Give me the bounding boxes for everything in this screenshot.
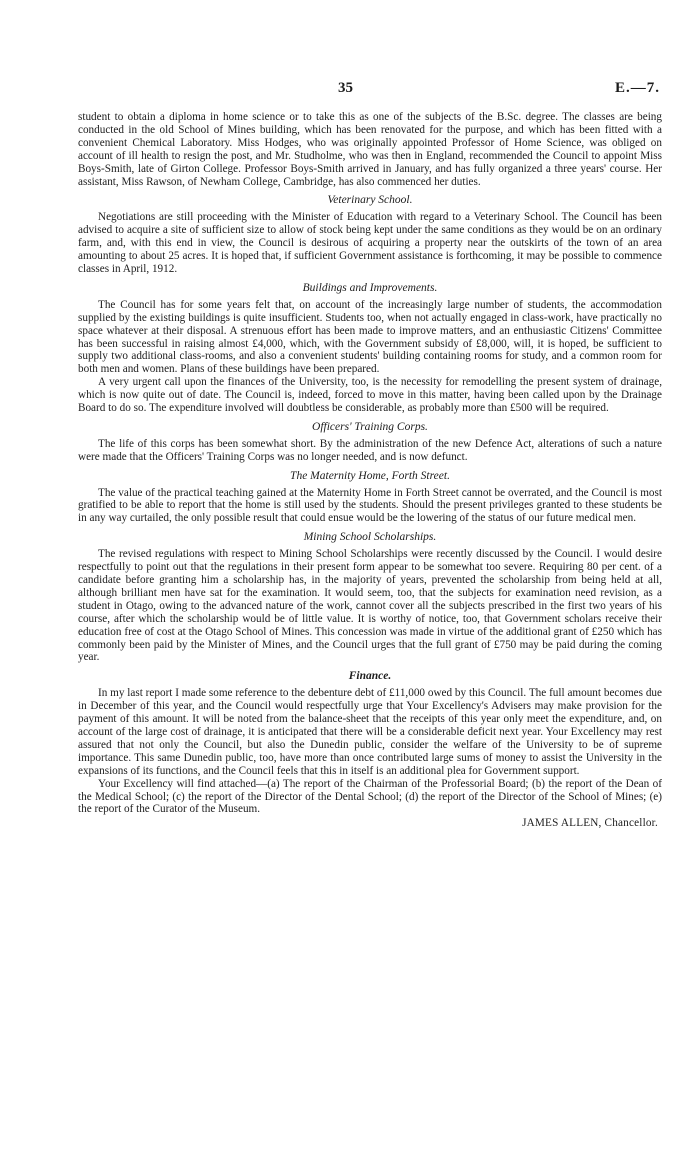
officers-paragraph: The life of this corps has been somewhat short. By the administration of the new Defence Act, alterations of such a nature were made that the Officers' Training Corps was no longer needed, and is now defunct. <box>78 437 662 463</box>
section-heading-officers: Officers' Training Corps. <box>312 420 428 433</box>
signature: JAMES ALLEN, Chancellor. <box>522 817 658 830</box>
section-heading-mining: Mining School Scholarships. <box>303 531 437 544</box>
section-heading-maternity: The Maternity Home, Forth Street. <box>290 469 450 482</box>
buildings-paragraph-1: The Council has for some years felt that, on account of the increasingly large number of students, the accommodation supplied by the existing buildings is quite insufficient. Students too, when not actually engaged in class-work, have practically no space whatever at their disposal. A strenuous effort has been made to improve matters, and an enthusiastic Citizens' Committee has been successful in raising almost £4,000, which, with the Government subsidy of £8,000, will, it is hoped, be sufficient to supply two additional class-rooms, and also a convenient students' building containing rooms for study, and a common room for both men and women. Plans of these buildings have been prepared. <box>78 298 662 376</box>
finance-paragraph-1: In my last report I made some reference to the debenture debt of £11,000 owed by this Council. The full amount becomes due in December of this year, and the Council would respectfully urge that Your Excellency's Advisers may make provision for the payment of this amount. It will be noted from the balance-sheet that the receipts of this year only meet the expenditure, and, on account of the large cost of drainage, it is anticipated that there will be a considerable deficit next year. Your Excellency may rest assured that not only the Council, but also the Dunedin public, consider the welfare of the University to be of supreme importance. This same Dunedin public, too, have more than once contributed large sums of money to assist the University in the expansions of its functions, and the Council feels that this in itself is an additional plea for Government support. <box>78 687 662 777</box>
document-body <box>78 111 662 830</box>
buildings-paragraph-2: A very urgent call upon the finances of the University, too, is the necessity for remodelling the present system of drainage, which is now quite out of date. The Council is, indeed, forced to move in this matter, having been called upon by the Drainage Board to do so. The expenditure involved will doubtless be considerable, as probably more than £500 will be required. <box>78 376 662 415</box>
section-heading-finance: Finance. <box>348 670 392 683</box>
intro-paragraph: student to obtain a diploma in home science or to take this as one of the subjects of the B.Sc. degree. The classes are being conducted in the old School of Mines building, which has been renovated for the purpose, and which has been fitted with a convenient Chemical Laboratory. Miss Hodges, who was originally appointed Professor of Home Science, was obliged on account of ill health to resign the post, and Mr. Studholme, who was then in England, recommended the Council to appoint Miss Boys-Smith, late of Girton College. Professor Boys-Smith arrived in January, and has fully organized a three years' course. Her assistant, Miss Rawson, of Newham College, Cambridge, has also commenced her duties. <box>78 111 662 188</box>
section-heading-veterinary: Veterinary School. <box>327 194 413 207</box>
section-heading-buildings: Buildings and Improvements. <box>302 281 438 294</box>
maternity-paragraph: The value of the practical teaching gained at the Maternity Home in Forth Street cannot be overrated, and the Council is most gratified to be able to report that the home is still used by the students. Should the present privileges granted to these students be in any way curtailed, the only possible result that could ensue would be the lowering of the status of our future medical men. <box>78 486 662 525</box>
series-code: E.—7. <box>614 80 660 96</box>
page-number: 35 <box>338 80 353 96</box>
veterinary-paragraph: Negotiations are still proceeding with the Minister of Education with regard to a Veterinary School. The Council has been advised to acquire a site of sufficient size to allow of stock being kept under the same conditions as they would be on an ordinary farm, and, with this end in view, the Council is desirous of acquiring a property near the outskirts of the town of an area amounting to about 25 acres. It is hoped that, if sufficient Government assistance is forthcoming, it may be possible to commence classes in April, 1912. <box>78 211 662 275</box>
mining-paragraph: The revised regulations with respect to Mining School Scholarships were recently discussed by the Council. I would desire respectfully to point out that the regulations in their present form appear to be somewhat too severe. Requiring 80 per cent. of a candidate before granting him a scholarship has, in the majority of years, prevented the scholarship from being held at all, although brilliant men have sat for the examination. It would seem, too, that the subjects for examination need revision, as a student in Otago, owing to the advanced nature of the work, cannot cover all the subjects prescribed in the first two years of his course, after which the scholarship would be of little value. It is worthy of notice, too, that Government scholars receive their education free of cost at the Otago School of Mines. This concession was made in virtue of the additional grant of £250 which has commonly been paid by the Minister of Mines, and the Council urges that the full grant of £750 may be paid during the coming year. <box>78 548 662 664</box>
finance-paragraph-2: Your Excellency will find attached—(a) The report of the Chairman of the Professorial Board; (b) the report of the Dean of the Medical School; (c) the report of the Director of the Dental School; (d) the report of the Director of the School of Mines; (e) the report of the Curator of the Museum. <box>78 777 662 816</box>
page-header <box>0 80 700 100</box>
